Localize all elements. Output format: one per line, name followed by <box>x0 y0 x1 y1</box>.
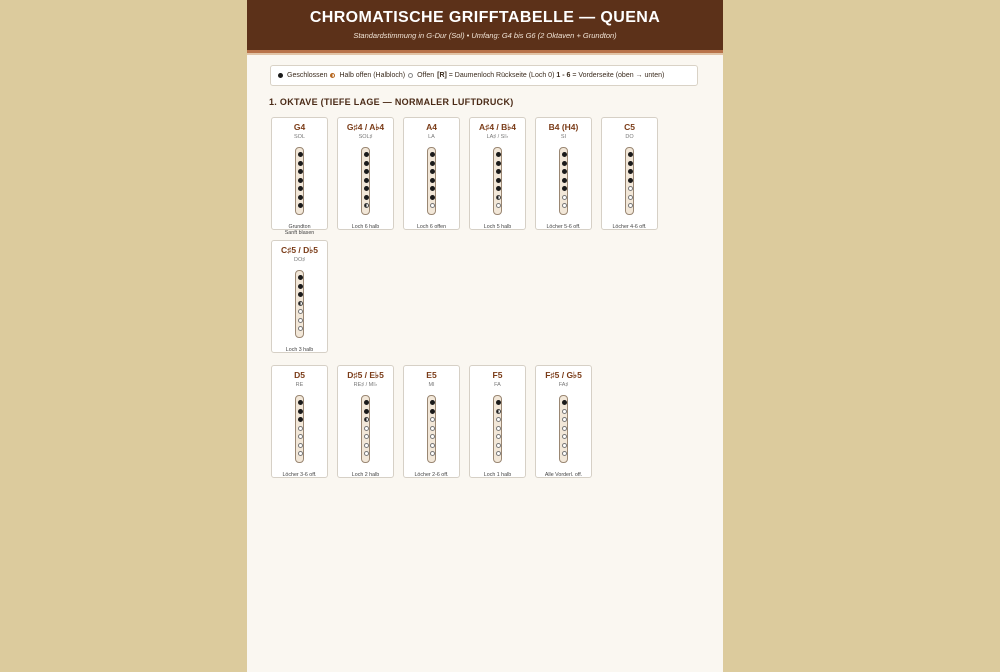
open-hole-icon <box>298 426 303 431</box>
closed-hole-icon <box>364 178 369 183</box>
legend-closed <box>278 72 327 79</box>
open-hole-icon <box>562 426 567 431</box>
note-name: F♯5 / G♭5 <box>545 370 582 380</box>
closed-hole-icon <box>430 409 435 414</box>
closed-hole-icon <box>496 178 501 183</box>
fingering-description: Löcher 3-6 off. <box>282 471 317 478</box>
section-title: 1. OKTAVE (TIEFE LAGE — NORMALER LUFTDRUCK) <box>269 97 514 107</box>
legend-r-key: [R] <box>437 72 447 79</box>
open-hole-icon <box>430 434 435 439</box>
open-hole-icon <box>364 434 369 439</box>
note-name: F5 <box>492 370 503 380</box>
quena-tube <box>493 147 502 215</box>
closed-hole-icon <box>364 195 369 200</box>
open-hole-icon <box>496 417 501 422</box>
closed-hole-icon <box>562 169 567 174</box>
closed-hole-icon <box>496 161 501 166</box>
closed-hole-icon <box>364 161 369 166</box>
closed-hole-icon <box>298 195 303 200</box>
closed-hole-icon <box>562 161 567 166</box>
closed-hole-icon <box>364 186 369 191</box>
open-hole-icon <box>298 434 303 439</box>
fingering-description: Grundton Sanft blasen <box>284 223 315 236</box>
legend-half <box>330 72 405 79</box>
quena-tube <box>427 147 436 215</box>
closed-hole-icon <box>298 292 303 297</box>
closed-hole-icon <box>430 152 435 157</box>
fingering-card <box>271 117 328 236</box>
solfege-name: SOL♯ <box>358 134 373 140</box>
half-hole-icon <box>496 409 501 414</box>
half-hole-icon <box>364 417 369 422</box>
closed-hole-icon <box>298 203 303 208</box>
closed-hole-icon <box>562 186 567 191</box>
closed-hole-icon <box>562 152 567 157</box>
open-hole-icon <box>364 443 369 448</box>
closed-hole-icon <box>298 186 303 191</box>
closed-hole-icon <box>430 178 435 183</box>
legend-open <box>408 72 664 79</box>
note-name: G♯4 / A♭4 <box>346 122 385 132</box>
quena-tube <box>493 395 502 463</box>
quena-tube <box>361 147 370 215</box>
note-name: D5 <box>294 370 305 380</box>
open-hole-icon <box>496 434 501 439</box>
solfege-name: RE <box>295 382 304 388</box>
closed-hole-icon <box>496 400 501 405</box>
closed-hole-icon <box>430 400 435 405</box>
note-name: D♯5 / E♭5 <box>347 370 384 380</box>
closed-hole-icon <box>364 152 369 157</box>
fingering-description: Loch 6 halb <box>351 223 380 230</box>
fingering-description: Loch 2 halb <box>351 471 380 478</box>
open-hole-icon <box>364 451 369 456</box>
open-hole-icon <box>562 195 567 200</box>
open-hole-icon <box>562 451 567 456</box>
open-hole-icon <box>496 426 501 431</box>
fingering-description: Loch 1 halb <box>483 471 512 478</box>
closed-hole-icon <box>298 400 303 405</box>
open-hole-icon <box>628 186 633 191</box>
open-hole-icon <box>430 203 435 208</box>
fingering-card <box>403 117 460 230</box>
solfege-name: LA <box>428 134 435 140</box>
closed-hole-icon <box>298 409 303 414</box>
open-hole-icon <box>430 417 435 422</box>
closed-hole-icon <box>430 195 435 200</box>
fingering-description: Loch 5 halb <box>483 223 512 230</box>
note-name: A♯4 / B♭4 <box>478 122 517 132</box>
open-hole-icon <box>298 443 303 448</box>
open-hole-icon <box>496 203 501 208</box>
fingering-card <box>271 365 328 478</box>
legend-front-key: 1 - 6 <box>556 72 571 79</box>
solfege-name: LA♯ / SI♭ <box>486 134 509 140</box>
closed-hole-icon <box>298 178 303 183</box>
closed-hole-icon <box>562 400 567 405</box>
fingering-description: Loch 6 offen <box>416 223 447 230</box>
legend-front-text: = Vorderseite (oben → unten) <box>570 72 665 79</box>
fingering-description: Loch 3 halb <box>285 346 314 353</box>
fingering-description: Löcher 4-6 off. <box>612 223 647 230</box>
closed-hole-icon <box>628 161 633 166</box>
closed-hole-icon <box>364 169 369 174</box>
fingering-card <box>469 117 526 230</box>
open-hole-icon <box>562 417 567 422</box>
note-name: C♯5 / D♭5 <box>280 245 319 255</box>
open-hole-icon <box>628 195 633 200</box>
closed-hole-icon <box>628 178 633 183</box>
closed-hole-icon <box>298 161 303 166</box>
open-hole-icon <box>562 203 567 208</box>
fingering-description: Löcher 2-6 off. <box>414 471 449 478</box>
closed-hole-icon <box>298 275 303 280</box>
closed-hole-icon <box>298 169 303 174</box>
open-hole-icon <box>430 451 435 456</box>
fingering-card <box>337 117 394 230</box>
open-hole-icon <box>496 451 501 456</box>
solfege-name: FA <box>494 382 501 388</box>
note-name: G4 <box>293 122 306 132</box>
solfege-name: SI <box>560 134 567 140</box>
fingering-description: Löcher 5-6 off. <box>546 223 581 230</box>
page-title: CHROMATISCHE GRIFFTABELLE — QUENA <box>309 9 661 26</box>
solfege-name: DO♯ <box>294 257 305 263</box>
fingering-card <box>535 117 592 230</box>
page-subtitle: Standardstimmung in G-Dur (Sol) • Umfang: G4 bis G6 (2 Oktaven + Grundton) <box>353 31 617 40</box>
note-name: B4 (H4) <box>548 122 579 132</box>
closed-hole-icon <box>496 169 501 174</box>
solfege-name: DO <box>625 134 634 140</box>
open-hole-icon <box>408 73 413 78</box>
fingering-description: Alle Vorderl. off. <box>544 471 583 478</box>
legend <box>270 65 698 86</box>
fingering-card <box>337 365 394 478</box>
solfege-name: FA♯ <box>558 382 569 388</box>
solfege-name: RE♯ / MI♭ <box>353 382 378 388</box>
fingering-card <box>469 365 526 478</box>
legend-half-label: Halb offen (Halbloch) <box>339 72 406 79</box>
open-hole-icon <box>562 434 567 439</box>
note-name: E5 <box>426 370 437 380</box>
header <box>247 0 723 53</box>
closed-hole-icon <box>278 73 283 78</box>
open-hole-icon <box>496 443 501 448</box>
fingering-card <box>403 365 460 478</box>
half-hole-icon <box>330 73 335 78</box>
open-hole-icon <box>430 443 435 448</box>
quena-tube <box>295 395 304 463</box>
closed-hole-icon <box>298 152 303 157</box>
note-name: C5 <box>624 122 635 132</box>
closed-hole-icon <box>364 400 369 405</box>
quena-tube <box>559 147 568 215</box>
open-hole-icon <box>430 426 435 431</box>
open-hole-icon <box>298 318 303 323</box>
closed-hole-icon <box>496 186 501 191</box>
closed-hole-icon <box>298 284 303 289</box>
quena-tube <box>625 147 634 215</box>
closed-hole-icon <box>430 186 435 191</box>
open-hole-icon <box>298 451 303 456</box>
half-hole-icon <box>298 301 303 306</box>
closed-hole-icon <box>298 417 303 422</box>
closed-hole-icon <box>364 409 369 414</box>
page <box>247 0 723 672</box>
quena-tube <box>295 270 304 338</box>
closed-hole-icon <box>430 169 435 174</box>
open-hole-icon <box>628 203 633 208</box>
fingering-card <box>535 365 592 478</box>
legend-open-label: Offen <box>417 72 435 79</box>
solfege-name: MI <box>428 382 435 388</box>
note-name: A4 <box>426 122 437 132</box>
closed-hole-icon <box>430 161 435 166</box>
open-hole-icon <box>562 443 567 448</box>
fingering-card <box>271 240 328 353</box>
open-hole-icon <box>562 409 567 414</box>
fingering-card <box>601 117 658 230</box>
half-hole-icon <box>496 195 501 200</box>
legend-closed-label: Geschlossen <box>287 72 328 79</box>
closed-hole-icon <box>628 152 633 157</box>
quena-tube <box>559 395 568 463</box>
solfege-name: SOL <box>293 134 305 140</box>
quena-tube <box>295 147 304 215</box>
closed-hole-icon <box>496 152 501 157</box>
open-hole-icon <box>364 426 369 431</box>
legend-r-text: = Daumenloch Rückseite (Loch 0) <box>446 72 557 79</box>
quena-tube <box>427 395 436 463</box>
half-hole-icon <box>364 203 369 208</box>
closed-hole-icon <box>562 178 567 183</box>
open-hole-icon <box>298 326 303 331</box>
closed-hole-icon <box>628 169 633 174</box>
quena-tube <box>361 395 370 463</box>
open-hole-icon <box>298 309 303 314</box>
